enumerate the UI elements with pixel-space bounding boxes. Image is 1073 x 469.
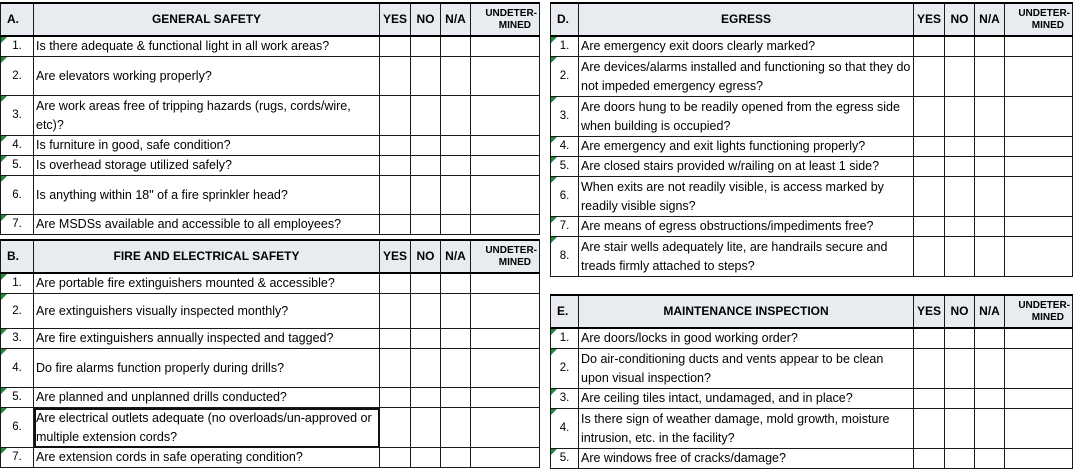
item-number: 3. — [551, 389, 579, 409]
no-cell[interactable] — [945, 237, 975, 277]
na-header: N/A — [975, 295, 1005, 328]
section-title: FIRE AND ELECTRICAL SAFETY — [34, 240, 380, 273]
section-e-header — [551, 295, 1073, 328]
section-d-header — [551, 3, 1073, 36]
na-cell[interactable] — [441, 329, 471, 349]
undetermined-header: UNDETER- MINED — [1005, 3, 1073, 36]
no-header: NO — [945, 295, 975, 328]
no-header: NO — [411, 240, 441, 273]
undetermined-cell[interactable] — [471, 96, 540, 136]
checklist-row — [551, 349, 1073, 389]
checklist-row — [551, 137, 1073, 157]
yes-cell[interactable] — [380, 294, 411, 329]
yes-cell[interactable] — [914, 409, 945, 449]
section-a-header — [1, 3, 540, 36]
checklist-row — [551, 36, 1073, 57]
item-question: Is anything within 18" of a fire sprinkler head? — [34, 176, 380, 215]
na-cell[interactable] — [441, 136, 471, 156]
checklist-row — [551, 177, 1073, 217]
na-cell[interactable] — [975, 177, 1005, 217]
section-e-table — [550, 294, 1073, 469]
undetermined-cell[interactable] — [471, 215, 540, 235]
yes-cell[interactable] — [380, 448, 411, 468]
checklist-row — [1, 329, 540, 349]
undetermined-cell[interactable] — [471, 156, 540, 176]
item-number: 6. — [1, 408, 34, 448]
na-cell[interactable] — [441, 215, 471, 235]
yes-cell[interactable] — [380, 57, 411, 96]
item-number: 4. — [551, 137, 579, 157]
checklist-row — [551, 409, 1073, 449]
item-number: 1. — [551, 328, 579, 349]
yes-header: YES — [914, 295, 945, 328]
checklist-row — [1, 408, 540, 448]
yes-cell[interactable] — [380, 96, 411, 136]
undetermined-cell[interactable] — [471, 388, 540, 408]
section-a-table — [0, 2, 540, 235]
na-header: N/A — [441, 240, 471, 273]
checklist-row — [1, 388, 540, 408]
item-number: 2. — [551, 57, 579, 97]
item-question: When exits are not readily visible, is access marked by readily visible signs? — [581, 179, 884, 213]
yes-cell[interactable] — [380, 273, 411, 294]
undetermined-cell[interactable] — [1005, 237, 1073, 277]
na-cell[interactable] — [975, 237, 1005, 277]
item-number: 3. — [1, 329, 34, 349]
item-number: 7. — [551, 217, 579, 237]
selected-cell[interactable] — [34, 408, 380, 448]
item-question: Are extinguishers visually inspected monthly? — [34, 294, 380, 329]
undetermined-cell[interactable] — [471, 349, 540, 388]
undetermined-cell[interactable] — [471, 329, 540, 349]
section-letter: D. — [551, 3, 579, 36]
no-cell[interactable] — [945, 36, 975, 57]
no-cell[interactable] — [411, 388, 441, 408]
checklist-row — [1, 448, 540, 468]
checklist-row — [1, 136, 540, 156]
item-number: 6. — [1, 176, 34, 215]
checklist-row — [1, 294, 540, 329]
undetermined-cell[interactable] — [471, 36, 540, 57]
item-number: 2. — [1, 57, 34, 96]
no-cell[interactable] — [945, 449, 975, 469]
item-question: Is there adequate & functional light in all work areas? — [34, 36, 380, 57]
na-cell[interactable] — [441, 388, 471, 408]
item-number: 1. — [1, 36, 34, 57]
no-cell[interactable] — [411, 156, 441, 176]
undetermined-cell[interactable] — [471, 57, 540, 96]
item-number: 1. — [551, 36, 579, 57]
no-header: NO — [945, 3, 975, 36]
undetermined-cell[interactable] — [471, 448, 540, 468]
na-cell[interactable] — [975, 328, 1005, 349]
no-cell[interactable] — [945, 177, 975, 217]
item-number: 1. — [1, 273, 34, 294]
item-number: 3. — [551, 97, 579, 137]
item-number: 5. — [551, 157, 579, 177]
item-question: Are MSDSs available and accessible to all employees? — [34, 215, 380, 235]
yes-cell[interactable] — [914, 97, 945, 137]
yes-header: YES — [380, 3, 411, 36]
yes-cell[interactable] — [914, 237, 945, 277]
no-cell[interactable] — [411, 215, 441, 235]
item-number: 5. — [551, 449, 579, 469]
undetermined-cell[interactable] — [1005, 217, 1073, 237]
item-question: Are work areas free of tripping hazards (rugs, cords/wire, etc)? — [36, 98, 351, 132]
checklist-row — [551, 157, 1073, 177]
na-cell[interactable] — [975, 157, 1005, 177]
na-cell[interactable] — [975, 217, 1005, 237]
section-title: GENERAL SAFETY — [34, 3, 380, 36]
yes-cell[interactable] — [380, 408, 411, 448]
checklist-row — [1, 156, 540, 176]
na-cell[interactable] — [441, 176, 471, 215]
item-number: 4. — [551, 409, 579, 449]
no-cell[interactable] — [945, 217, 975, 237]
undetermined-cell[interactable] — [1005, 409, 1073, 449]
item-question: Are stair wells adequately lite, are handrails secure and treads firmly attached to steps? — [581, 239, 888, 273]
checklist-row — [551, 217, 1073, 237]
item-question: Are means of egress obstructions/impediments free? — [579, 217, 914, 237]
no-cell[interactable] — [945, 389, 975, 409]
checklist-row — [1, 36, 540, 57]
section-b-header — [1, 240, 540, 273]
no-cell[interactable] — [945, 137, 975, 157]
yes-cell[interactable] — [380, 388, 411, 408]
yes-cell[interactable] — [380, 36, 411, 57]
yes-cell[interactable] — [914, 36, 945, 57]
item-question: Are portable fire extinguishers mounted & accessible? — [34, 273, 380, 294]
undetermined-cell[interactable] — [471, 176, 540, 215]
undetermined-cell[interactable] — [1005, 137, 1073, 157]
na-cell[interactable] — [441, 156, 471, 176]
yes-cell[interactable] — [914, 217, 945, 237]
no-cell[interactable] — [945, 97, 975, 137]
undetermined-cell[interactable] — [1005, 57, 1073, 97]
checklist-row — [551, 97, 1073, 137]
item-number: 4. — [1, 349, 34, 388]
item-number: 5. — [1, 156, 34, 176]
no-cell[interactable] — [411, 408, 441, 448]
section-e-panel — [550, 294, 1073, 469]
yes-cell[interactable] — [914, 157, 945, 177]
na-header: N/A — [441, 3, 471, 36]
item-number: 2. — [1, 294, 34, 329]
no-cell[interactable] — [945, 57, 975, 97]
undetermined-cell[interactable] — [1005, 349, 1073, 389]
no-cell[interactable] — [411, 294, 441, 329]
item-question: Are ceiling tiles intact, undamaged, and in place? — [579, 389, 914, 409]
no-cell[interactable] — [945, 409, 975, 449]
undetermined-cell[interactable] — [471, 408, 540, 448]
no-header: NO — [411, 3, 441, 36]
na-cell[interactable] — [441, 408, 471, 448]
no-cell[interactable] — [945, 328, 975, 349]
section-b-panel — [0, 239, 540, 468]
item-question: Is overhead storage utilized safely? — [34, 156, 380, 176]
section-b-table — [0, 239, 540, 468]
item-question: Are elevators working properly? — [34, 57, 380, 96]
item-question: Are extension cords in safe operating condition? — [34, 448, 380, 468]
no-cell[interactable] — [411, 349, 441, 388]
item-question: Are devices/alarms installed and functioning so that they do not impeded emergency egress? — [581, 59, 911, 93]
item-number: 7. — [1, 448, 34, 468]
undetermined-header: UNDETER- MINED — [1005, 295, 1073, 328]
section-title: MAINTENANCE INSPECTION — [579, 295, 914, 328]
na-cell[interactable] — [441, 96, 471, 136]
yes-header: YES — [380, 240, 411, 273]
yes-cell[interactable] — [914, 449, 945, 469]
no-cell[interactable] — [945, 157, 975, 177]
item-question: Are closed stairs provided w/railing on at least 1 side? — [579, 157, 914, 177]
yes-cell[interactable] — [914, 349, 945, 389]
yes-cell[interactable] — [380, 349, 411, 388]
checklist-row — [1, 57, 540, 96]
checklist-row — [1, 176, 540, 215]
item-number: 7. — [1, 215, 34, 235]
yes-cell[interactable] — [380, 215, 411, 235]
no-cell[interactable] — [411, 448, 441, 468]
no-cell[interactable] — [411, 329, 441, 349]
section-letter: B. — [1, 240, 34, 273]
na-cell[interactable] — [975, 409, 1005, 449]
checklist-row — [1, 96, 540, 136]
undetermined-cell[interactable] — [1005, 389, 1073, 409]
checklist-row — [1, 349, 540, 388]
undetermined-cell[interactable] — [1005, 157, 1073, 177]
item-question: Are electrical outlets adequate (no overloads/un-approved or multiple extension cords? — [36, 410, 372, 444]
item-question: Are windows free of cracks/damage? — [579, 449, 914, 469]
yes-header: YES — [914, 3, 945, 36]
undetermined-cell[interactable] — [471, 136, 540, 156]
yes-cell[interactable] — [380, 329, 411, 349]
item-question: Do fire alarms function properly during drills? — [34, 349, 380, 388]
item-question: Are emergency exit doors clearly marked? — [579, 36, 914, 57]
no-cell[interactable] — [411, 96, 441, 136]
yes-cell[interactable] — [914, 57, 945, 97]
undetermined-cell[interactable] — [1005, 97, 1073, 137]
undetermined-cell[interactable] — [1005, 449, 1073, 469]
item-question: Are planned and unplanned drills conducted? — [34, 388, 380, 408]
undetermined-header: UNDETER- MINED — [471, 3, 540, 36]
checklist-row — [551, 328, 1073, 349]
yes-cell[interactable] — [914, 177, 945, 217]
undetermined-cell[interactable] — [1005, 328, 1073, 349]
item-number: 3. — [1, 96, 34, 136]
no-cell[interactable] — [411, 57, 441, 96]
section-d-table — [550, 2, 1073, 277]
checklist-row — [551, 389, 1073, 409]
na-cell[interactable] — [441, 294, 471, 329]
section-letter: E. — [551, 295, 579, 328]
section-letter: A. — [1, 3, 34, 36]
item-number: 5. — [1, 388, 34, 408]
no-cell[interactable] — [945, 349, 975, 389]
checklist-row — [551, 57, 1073, 97]
no-cell[interactable] — [411, 273, 441, 294]
na-cell[interactable] — [975, 97, 1005, 137]
yes-cell[interactable] — [380, 156, 411, 176]
item-question: Are doors/locks in good working order? — [579, 328, 914, 349]
item-question: Is there sign of weather damage, mold growth, moisture intrusion, etc. in the facility? — [581, 411, 890, 445]
na-cell[interactable] — [975, 389, 1005, 409]
na-cell[interactable] — [975, 449, 1005, 469]
checklist-row — [551, 449, 1073, 469]
yes-cell[interactable] — [380, 176, 411, 215]
na-cell[interactable] — [441, 36, 471, 57]
no-cell[interactable] — [411, 36, 441, 57]
item-question: Are emergency and exit lights functioning properly? — [579, 137, 914, 157]
item-question: Is furniture in good, safe condition? — [34, 136, 380, 156]
checklist-row — [1, 273, 540, 294]
yes-cell[interactable] — [914, 389, 945, 409]
na-cell[interactable] — [441, 273, 471, 294]
item-question: Are fire extinguishers annually inspected and tagged? — [34, 329, 380, 349]
checklist-row — [1, 215, 540, 235]
yes-cell[interactable] — [914, 137, 945, 157]
na-cell[interactable] — [975, 137, 1005, 157]
item-question: Do air-conditioning ducts and vents appear to be clean upon visual inspection? — [581, 351, 884, 385]
yes-cell[interactable] — [914, 328, 945, 349]
item-question: Are doors hung to be readily opened from the egress side when building is occupied? — [581, 99, 900, 133]
checklist-row — [551, 237, 1073, 277]
na-cell[interactable] — [441, 57, 471, 96]
undetermined-cell[interactable] — [471, 273, 540, 294]
no-cell[interactable] — [411, 176, 441, 215]
item-number: 2. — [551, 349, 579, 389]
yes-cell[interactable] — [380, 136, 411, 156]
no-cell[interactable] — [411, 136, 441, 156]
item-number: 6. — [551, 177, 579, 217]
undetermined-cell[interactable] — [471, 294, 540, 329]
na-cell[interactable] — [975, 57, 1005, 97]
undetermined-cell[interactable] — [1005, 36, 1073, 57]
na-header: N/A — [975, 3, 1005, 36]
na-cell[interactable] — [441, 349, 471, 388]
undetermined-header: UNDETER- MINED — [471, 240, 540, 273]
item-number: 8. — [551, 237, 579, 277]
na-cell[interactable] — [975, 349, 1005, 389]
section-title: EGRESS — [579, 3, 914, 36]
na-cell[interactable] — [441, 448, 471, 468]
section-a-panel — [0, 2, 540, 235]
na-cell[interactable] — [975, 36, 1005, 57]
item-number: 4. — [1, 136, 34, 156]
undetermined-cell[interactable] — [1005, 177, 1073, 217]
section-d-panel — [550, 2, 1073, 277]
